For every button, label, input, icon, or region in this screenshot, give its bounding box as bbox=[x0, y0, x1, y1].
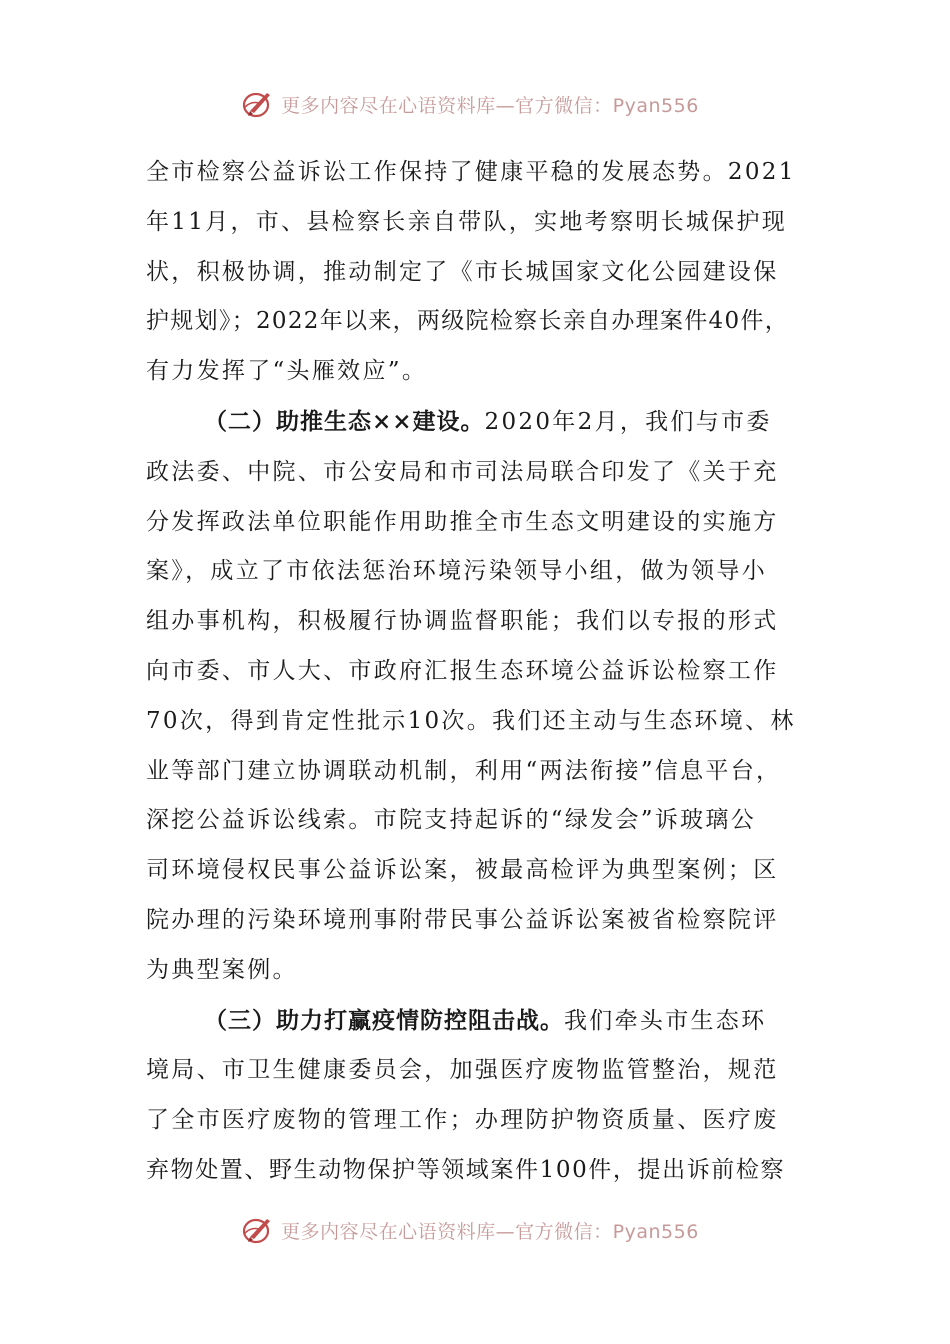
text-line: 年11月，市、县检察长亲自带队，实地考察明长城保护现 bbox=[146, 208, 788, 235]
paragraph-3 bbox=[146, 996, 816, 1196]
quill-pen-seal-icon bbox=[241, 1215, 275, 1245]
text-line: 了全市医疗废物的管理工作；办理防护物资质量、医疗废 bbox=[146, 1107, 779, 1134]
text-line: 为典型案例。 bbox=[146, 956, 298, 983]
text-run: 我们牵头市生态环 bbox=[564, 1007, 767, 1034]
text-line: 70次，得到肯定性批示10次。我们还主动与生态环境、林 bbox=[146, 707, 796, 734]
text-line: 境局、市卫生健康委员会，加强医疗废物监管整治，规范 bbox=[146, 1057, 779, 1084]
text-line: 有力发挥了“头雁效应”。 bbox=[146, 358, 428, 385]
text-line: 护规划》；2022年以来，两级院检察长亲自办理案件40件， bbox=[146, 308, 789, 335]
text-line: 案》，成立了市依法惩治环境污染领导小组，做为领导小 bbox=[146, 558, 767, 585]
text-line: 业等部门建立协调联动机制，利用“两法衔接”信息平台， bbox=[146, 757, 782, 784]
text-run: 2020年2月，我们与市委 bbox=[484, 408, 772, 435]
text-line: 状，积极协调，推动制定了《市长城国家文化公园建设保 bbox=[146, 258, 779, 285]
text-line: 院办理的污染环境刑事附带民事公益诉讼案被省检察院评 bbox=[146, 906, 779, 933]
paragraph-2 bbox=[146, 397, 816, 996]
text-line bbox=[146, 397, 816, 448]
text-line: 向市委、市人大、市政府汇报生态环境公益诉讼检察工作 bbox=[146, 657, 779, 684]
watermark-text: 更多内容尽在心语资料库—官方微信：Pyan556 bbox=[281, 94, 699, 117]
text-line: 弃物处置、野生动物保护等领域案件100件，提出诉前检察 bbox=[146, 1156, 786, 1183]
footer-watermark-banner bbox=[0, 1210, 950, 1250]
text-line: 政法委、中院、市公安局和市司法局联合印发了《关于充 bbox=[146, 458, 779, 485]
section-heading: （二）助推生态××建设。 bbox=[204, 407, 485, 435]
quill-pen-seal-icon bbox=[241, 89, 275, 119]
paragraph-1 bbox=[146, 148, 816, 397]
text-line: 全市检察公益诉讼工作保持了健康平稳的发展态势。2021 bbox=[146, 159, 796, 185]
text-line: 深挖公益诉讼线索。市院支持起诉的“绿发会”诉玻璃公 bbox=[146, 807, 757, 834]
section-heading: （三）助力打赢疫情防控阻击战。 bbox=[204, 1006, 564, 1034]
text-line bbox=[146, 996, 816, 1047]
text-line: 组办事机构，积极履行协调监督职能；我们以专报的形式 bbox=[146, 608, 779, 635]
header-watermark-banner bbox=[0, 84, 950, 124]
document-body bbox=[146, 148, 816, 1196]
text-line: 分发挥政法单位职能作用助推全市生态文明建设的实施方 bbox=[146, 508, 779, 535]
text-line: 司环境侵权民事公益诉讼案，被最高检评为典型案例；区 bbox=[146, 857, 779, 884]
watermark-text: 更多内容尽在心语资料库—官方微信：Pyan556 bbox=[281, 1220, 699, 1243]
